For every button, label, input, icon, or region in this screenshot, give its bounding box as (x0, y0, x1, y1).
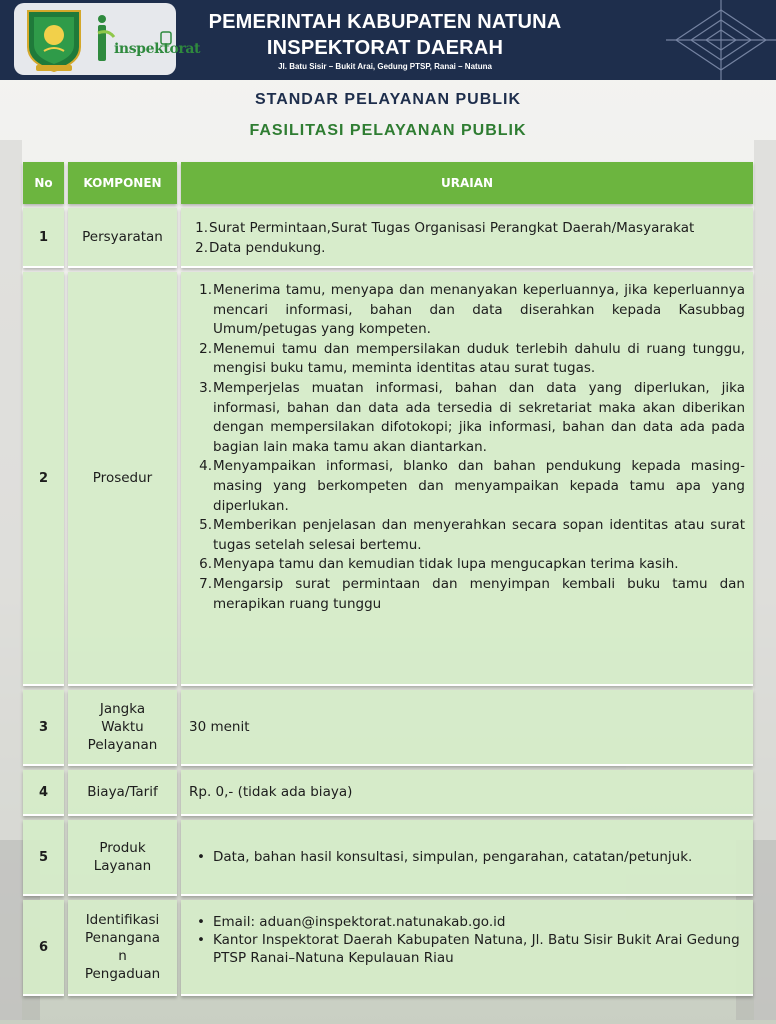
table-cell-no: 1 (23, 208, 64, 268)
table-cell-uraian: Rp. 0,- (tidak ada biaya) (181, 770, 753, 816)
table-cell-uraian (181, 208, 753, 268)
table-cell-komponen: Biaya/Tarif (68, 770, 177, 816)
table-header-no: No (23, 162, 64, 204)
requirements-list (195, 219, 744, 258)
subtitle-fasilitasi: FASILITASI PELAYANAN PUBLIK (249, 122, 527, 139)
table-header-komponen: KOMPONEN (68, 162, 177, 204)
table-cell-komponen: Persyaratan (68, 208, 177, 268)
table-cell-komponen: Produk Layanan (68, 820, 177, 896)
header-title-line1: PEMERINTAH KABUPATEN NATUNA (208, 11, 562, 33)
table-cell-komponen: Identifikasi Penangana n Pengaduan (68, 900, 177, 996)
list-item: 1. Menerima tamu, menyapa dan menanyakan keperluannya, jika keperluannya mencari informasi, bahan dan data diserahkan kepada Kasubbag Umum/petugas yang kompeten. (199, 282, 745, 338)
bullet-icon: • (197, 914, 205, 930)
inspektorat-wordmark: inspektorat (114, 41, 201, 57)
logo-panel (14, 3, 201, 75)
subtitle-standar: STANDAR PELAYANAN PUBLIK (254, 91, 522, 108)
list-item: 7. Mengarsip surat permintaan dan menyimpan kembali buku tamu dan merapikan ruang tunggu (199, 575, 745, 612)
list-item: 5. Memberikan penjelasan dan menyerahkan secara sopan identitas atau surat tugas setelah selesai bertemu. (199, 517, 745, 553)
table-cell-uraian (181, 272, 753, 686)
seal-icon (160, 31, 172, 45)
list-item: • Email: aduan@inspektorat.natunakab.go.id (189, 913, 745, 931)
table-cell-no: 6 (23, 900, 64, 996)
table-cell-komponen: Jangka Waktu Pelayanan (68, 690, 177, 766)
table-cell-no: 3 (23, 690, 64, 766)
list-item: • Kantor Inspektorat Daerah Kabupaten Natuna, Jl. Batu Sisir Bukit Arai Gedung PTSP Ranai–Natuna Kepulauan Riau (189, 931, 745, 967)
list-item: • Data, bahan hasil konsultasi, simpulan, pengarahan, catatan/petunjuk. (189, 848, 745, 868)
list-item: 1. Surat Permintaan,Surat Tugas Organisasi Perangkat Daerah/Masyarakat (195, 220, 695, 236)
list-item: 4. Menyampaikan informasi, blanko dan bahan pendukung kepada masing-masing yang berkompeten dan menyampaikan kepada tamu apa yang diperlukan. (199, 458, 745, 514)
procedure-list (199, 281, 745, 614)
table-cell-no: 2 (23, 272, 64, 686)
table-cell-uraian: 30 menit (181, 690, 753, 766)
list-item: 2. Data pendukung. (195, 239, 326, 256)
header-address: Jl. Batu Sisir – Bukit Arai, Gedung PTSP, Ranai – Natuna (278, 62, 492, 71)
table-cell-komponen: Prosedur (68, 272, 177, 686)
header-title-line2: INSPEKTORAT DAERAH (266, 37, 504, 59)
list-item: 3. Memperjelas muatan informasi, bahan dan data yang diperlukan, jika informasi, bahan dan data ada tersedia di sekretariat maka akan diberikan dengan mempersilakan difotokopi; jika informasi, bahan dan data ada pada bagian lain maka tamu akan diantarkan. (199, 379, 745, 455)
table-cell-no: 5 (23, 820, 64, 896)
ornament-pattern-icon (666, 0, 776, 80)
inspektorat-logo-icon (94, 13, 116, 63)
table-cell-uraian (181, 900, 753, 996)
bullet-icon: • (197, 932, 205, 948)
table-header-uraian: URAIAN (181, 162, 753, 204)
list-item: 2. Menemui tamu dan mempersilakan duduk terlebih dahulu di ruang tunggu, mengisi buku tamu, meminta identitas atau surat tugas. (199, 340, 745, 377)
product-list (189, 848, 745, 868)
bullet-icon: • (197, 849, 205, 865)
regency-crest-icon (22, 7, 86, 73)
table-cell-no: 4 (23, 770, 64, 816)
header-banner (0, 0, 776, 80)
list-item: 6. Menyapa tamu dan kemudian tidak lupa mengucapkan terima kasih. (199, 556, 679, 573)
complaint-list (189, 913, 745, 967)
table-cell-uraian (181, 820, 753, 896)
